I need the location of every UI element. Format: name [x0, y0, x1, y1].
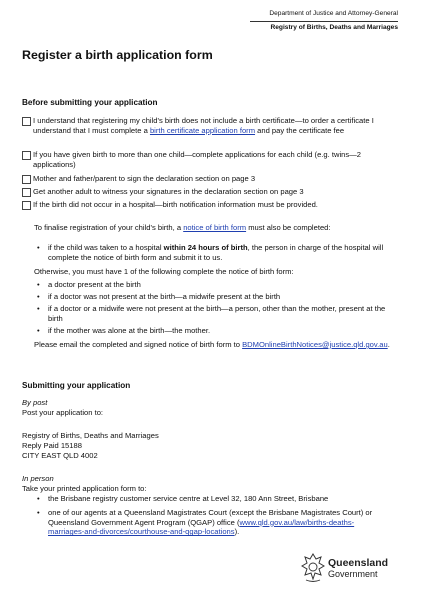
bullet-icon: • [37, 508, 40, 517]
email-text: Please email the completed and signed notice of birth form to BDMOnlineBirthNotices@justice.qld.gov.au. [34, 340, 390, 349]
before-heading: Before submitting your application [22, 98, 158, 107]
logo-line2: Government [328, 569, 378, 579]
department-name: Department of Justice and Attorney-General [269, 10, 398, 17]
birth-certificate-form-link[interactable]: birth certificate application form [149, 125, 256, 135]
notice-of-birth-link[interactable]: notice of birth form [183, 223, 247, 232]
email-link[interactable]: BDMOnlineBirthNotices@justice.qld.gov.au [242, 340, 388, 349]
registry-name: Registry of Births, Deaths and Marriages [270, 24, 398, 31]
in-person-label: In person [22, 474, 54, 483]
qgap-locations-link[interactable]: www.qld.gov.au/law/births-deaths-marriages-and-divorces/courthouse-and-qgap-locations [48, 517, 355, 537]
bullet-icon: • [37, 304, 40, 313]
logo-line1: Queensland [328, 557, 389, 569]
checkbox[interactable] [22, 201, 31, 210]
person-item: • the Brisbane registry customer service centre at Level 32, 180 Ann Street, Brisbane [37, 494, 329, 503]
bullet-icon: • [37, 280, 40, 289]
crest-icon [300, 552, 326, 584]
bullet-icon: • [37, 292, 40, 301]
by-post-label: By post [22, 398, 48, 407]
submitting-heading: Submitting your application [22, 381, 131, 390]
bullet-icon: • [37, 494, 40, 503]
option-item: • if a doctor or a midwife were not present at the birth—a person, other than the mother, present at the birth [37, 304, 386, 323]
queensland-government-logo [300, 552, 400, 586]
checklist-item-witness: Get another adult to witness your signatures in the declaration section on page 3 [22, 187, 402, 197]
option-item: • if the mother was alone at the birth—the mother. [37, 326, 211, 335]
bullet-icon: • [37, 326, 40, 335]
checklist-item-non-hospital: If the birth did not occur in a hospital—birth notification information must be provided. [22, 200, 402, 210]
post-instruction: Post your application to: [22, 408, 104, 417]
otherwise-text: Otherwise, you must have 1 of the following complete the notice of birth form: [34, 267, 294, 276]
address-line: CITY EAST QLD 4002 [22, 451, 98, 460]
checkbox[interactable] [22, 175, 31, 184]
person-item: • one of our agents at a Queensland Magistrates Court (except the Brisbane Magistrates Court) or Queensland Government Agent Program (QGAP) office (www.qld.gov.au/law/births-deaths-marriages-and-divorces/courthouse-and-qgap-locations). [37, 508, 373, 537]
option-item: • a doctor present at the birth [37, 280, 141, 289]
address-line: Reply Paid 15188 [22, 441, 82, 450]
person-instruction: Take your printed application form to: [22, 484, 147, 493]
header-divider [250, 21, 398, 22]
address-line: Registry of Births, Deaths and Marriages [22, 431, 159, 440]
checklist-item-declaration: Mother and father/parent to sign the declaration section on page 3 [22, 174, 402, 184]
checkbox[interactable] [22, 188, 31, 197]
checkbox[interactable] [22, 151, 31, 160]
checklist-item-multiple-births: If you have given birth to more than one child—complete applications for each child (e.g. twins—2 applications) [22, 150, 402, 169]
checklist-item-certificate: I understand that registering my child's birth does not include a birth certificate—to order a certificate I understand that I must complete a birth certificate application form and pay the certificate fee [22, 116, 402, 135]
checkbox[interactable] [22, 117, 31, 126]
finalise-text: To finalise registration of your child's birth, a notice of birth form must also be completed: [34, 223, 331, 232]
hospital-bullet: • if the child was taken to a hospital within 24 hours of birth, the person in charge of the hospital will complete the notice of birth form and submit it to us. [37, 243, 384, 262]
bullet-icon: • [37, 243, 40, 252]
option-item: • if a doctor was not present at the birth—a midwife present at the birth [37, 292, 281, 301]
page-title: Register a birth application form [22, 48, 213, 62]
